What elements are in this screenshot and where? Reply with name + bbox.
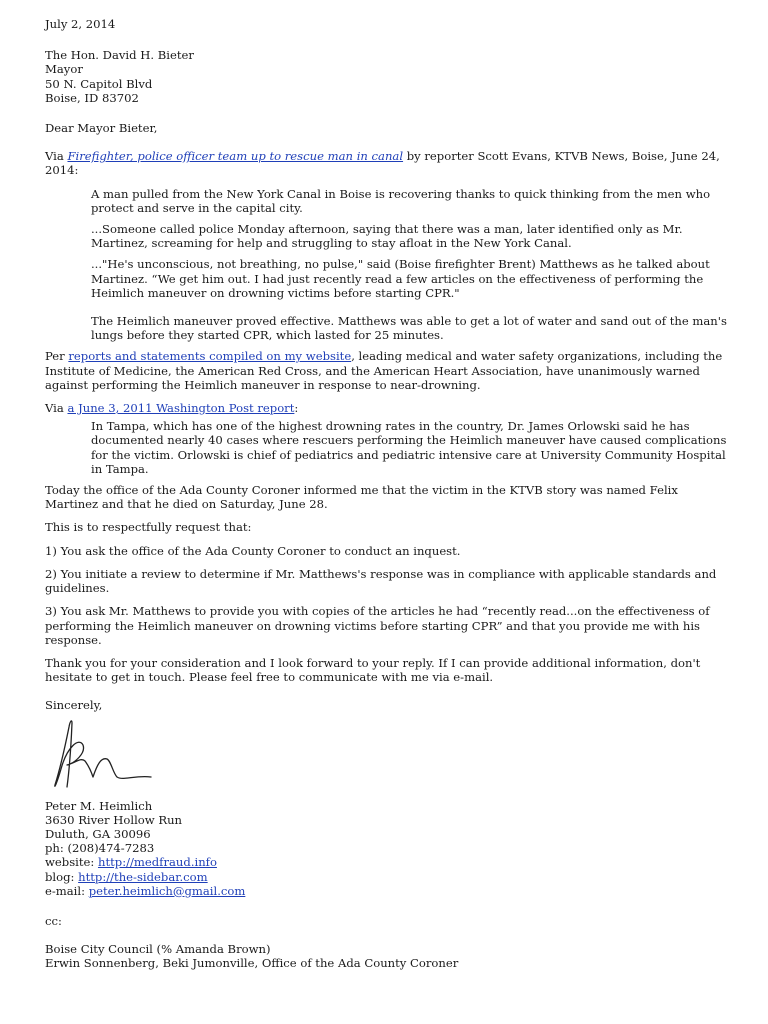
- website-reports-link[interactable]: reports and statements compiled on my website: [68, 349, 352, 364]
- salutation: Dear Mayor Bieter,: [45, 121, 158, 136]
- washington-post-quote-block: [91, 419, 728, 476]
- recipient-name: The Hon. David H. Bieter: [45, 48, 194, 63]
- sender-phone: ph: (208)474-7283: [45, 841, 155, 856]
- cc-recipient: Erwin Sonnenberg, Beki Jumonville, Office of the Ada County Coroner: [45, 956, 459, 971]
- email-label: e-mail:: [45, 883, 89, 898]
- recipient-address: [45, 48, 728, 105]
- per-paragraph: [45, 349, 728, 392]
- ktvb-quote-paragraph: A man pulled from the New York Canal in Boise is recovering thanks to quick thinking from the men who protect and serve in the capital city.: [91, 186, 711, 215]
- intro-suffix: by reporter Scott Evans, KTVB News, Boise, June 24, 2014:: [45, 149, 720, 178]
- sender-website: [45, 855, 728, 869]
- cc-recipient: Boise City Council (% Amanda Brown): [45, 942, 271, 957]
- request-item: 3) You ask Mr. Matthews to provide you with copies of the articles he had “recently read...on the effectiveness of performing the Heimlich maneuver on drowning victims before starting CPR” and that you provide me with his response.: [45, 604, 710, 647]
- via2-prefix: Via: [45, 401, 68, 416]
- cc-label: cc:: [45, 913, 62, 928]
- sender-email: [45, 884, 728, 898]
- ktvb-quote-paragraph: ..."He's unconscious, not breathing, no pulse," said (Boise firefighter Brent) Matthews as he talked about Martinez. “We get him out. I had just recently read a few articles on the effectiveness of performing the Heimlich maneuver on drowning victims before starting CPR.": [91, 257, 710, 300]
- per-prefix: Per: [45, 349, 69, 364]
- washington-post-quote: In Tampa, which has one of the highest drowning rates in the country, Dr. James Orlowski said he has documented nearly 40 cases where rescuers performing the Heimlich maneuver have caused complications for the victim. Orlowski is chief of pediatrics and pediatric intensive care at University Community Hospital in Tampa.: [91, 419, 727, 476]
- website-label: website:: [45, 855, 98, 870]
- recipient-title: Mayor: [45, 62, 83, 77]
- recipient-street: 50 N. Capitol Blvd: [45, 76, 153, 91]
- request-item: 2) You initiate a review to determine if Mr. Matthews's response was in compliance with applicable standards and guidelines.: [45, 566, 717, 596]
- request-item: 1) You ask the office of the Ada County Coroner to conduct an inquest.: [45, 543, 461, 558]
- cc-list: [45, 942, 728, 970]
- email-link[interactable]: peter.heimlich@gmail.com: [88, 883, 246, 898]
- closing: Sincerely,: [45, 698, 103, 713]
- blog-label: blog:: [45, 869, 79, 884]
- via2-suffix: :: [294, 401, 299, 416]
- via-washington-post: [45, 401, 728, 415]
- thanks-paragraph: Thank you for your consideration and I look forward to your reply. If I can provide additional information, don't hesitate to get in touch. Please feel free to communicate with me via e-mail.: [45, 655, 701, 685]
- sender-block: [45, 799, 728, 898]
- handwritten-signature: [45, 717, 165, 797]
- coroner-paragraph: Today the office of the Ada County Coroner informed me that the victim in the KTVB story was named Felix Martinez and that he died on Saturday, June 28.: [45, 483, 678, 512]
- letter-date: July 2, 2014: [45, 17, 116, 31]
- recipient-city: Boise, ID 83702: [45, 90, 139, 105]
- blog-link[interactable]: http://the-sidebar.com: [78, 869, 208, 884]
- ktvb-quote-block: [91, 187, 728, 343]
- ktvb-quote-paragraph: The Heimlich maneuver proved effective. Matthews was able to get a lot of water and sand out of the man's lungs before they started CPR, which lasted for 25 minutes.: [91, 314, 727, 343]
- website-link[interactable]: http://medfraud.info: [97, 855, 217, 870]
- intro-paragraph: [45, 149, 728, 177]
- ktvb-quote-paragraph: ...Someone called police Monday afternoon, saying that there was a man, later identified only as Mr. Martinez, screaming for help and struggling to stay afloat in the New York Canal.: [91, 222, 683, 251]
- sender-blog: [45, 870, 728, 884]
- sender-city: Duluth, GA 30096: [45, 826, 151, 841]
- per-suffix: , leading medical and water safety organizations, including the Institute of Medicine, the American Red Cross, and the American Heart Association, have unanimously warned against performing the Heimlich maneuver in response to near-drowning.: [45, 349, 723, 392]
- ktvb-article-link[interactable]: Firefighter, police officer team up to rescue man in canal: [67, 149, 404, 164]
- intro-prefix: Via: [45, 149, 68, 164]
- washington-post-link[interactable]: a June 3, 2011 Washington Post report: [67, 401, 295, 416]
- sender-street: 3630 River Hollow Run: [45, 812, 183, 827]
- request-intro: This is to respectfully request that:: [45, 520, 252, 535]
- sender-name: Peter M. Heimlich: [45, 798, 153, 813]
